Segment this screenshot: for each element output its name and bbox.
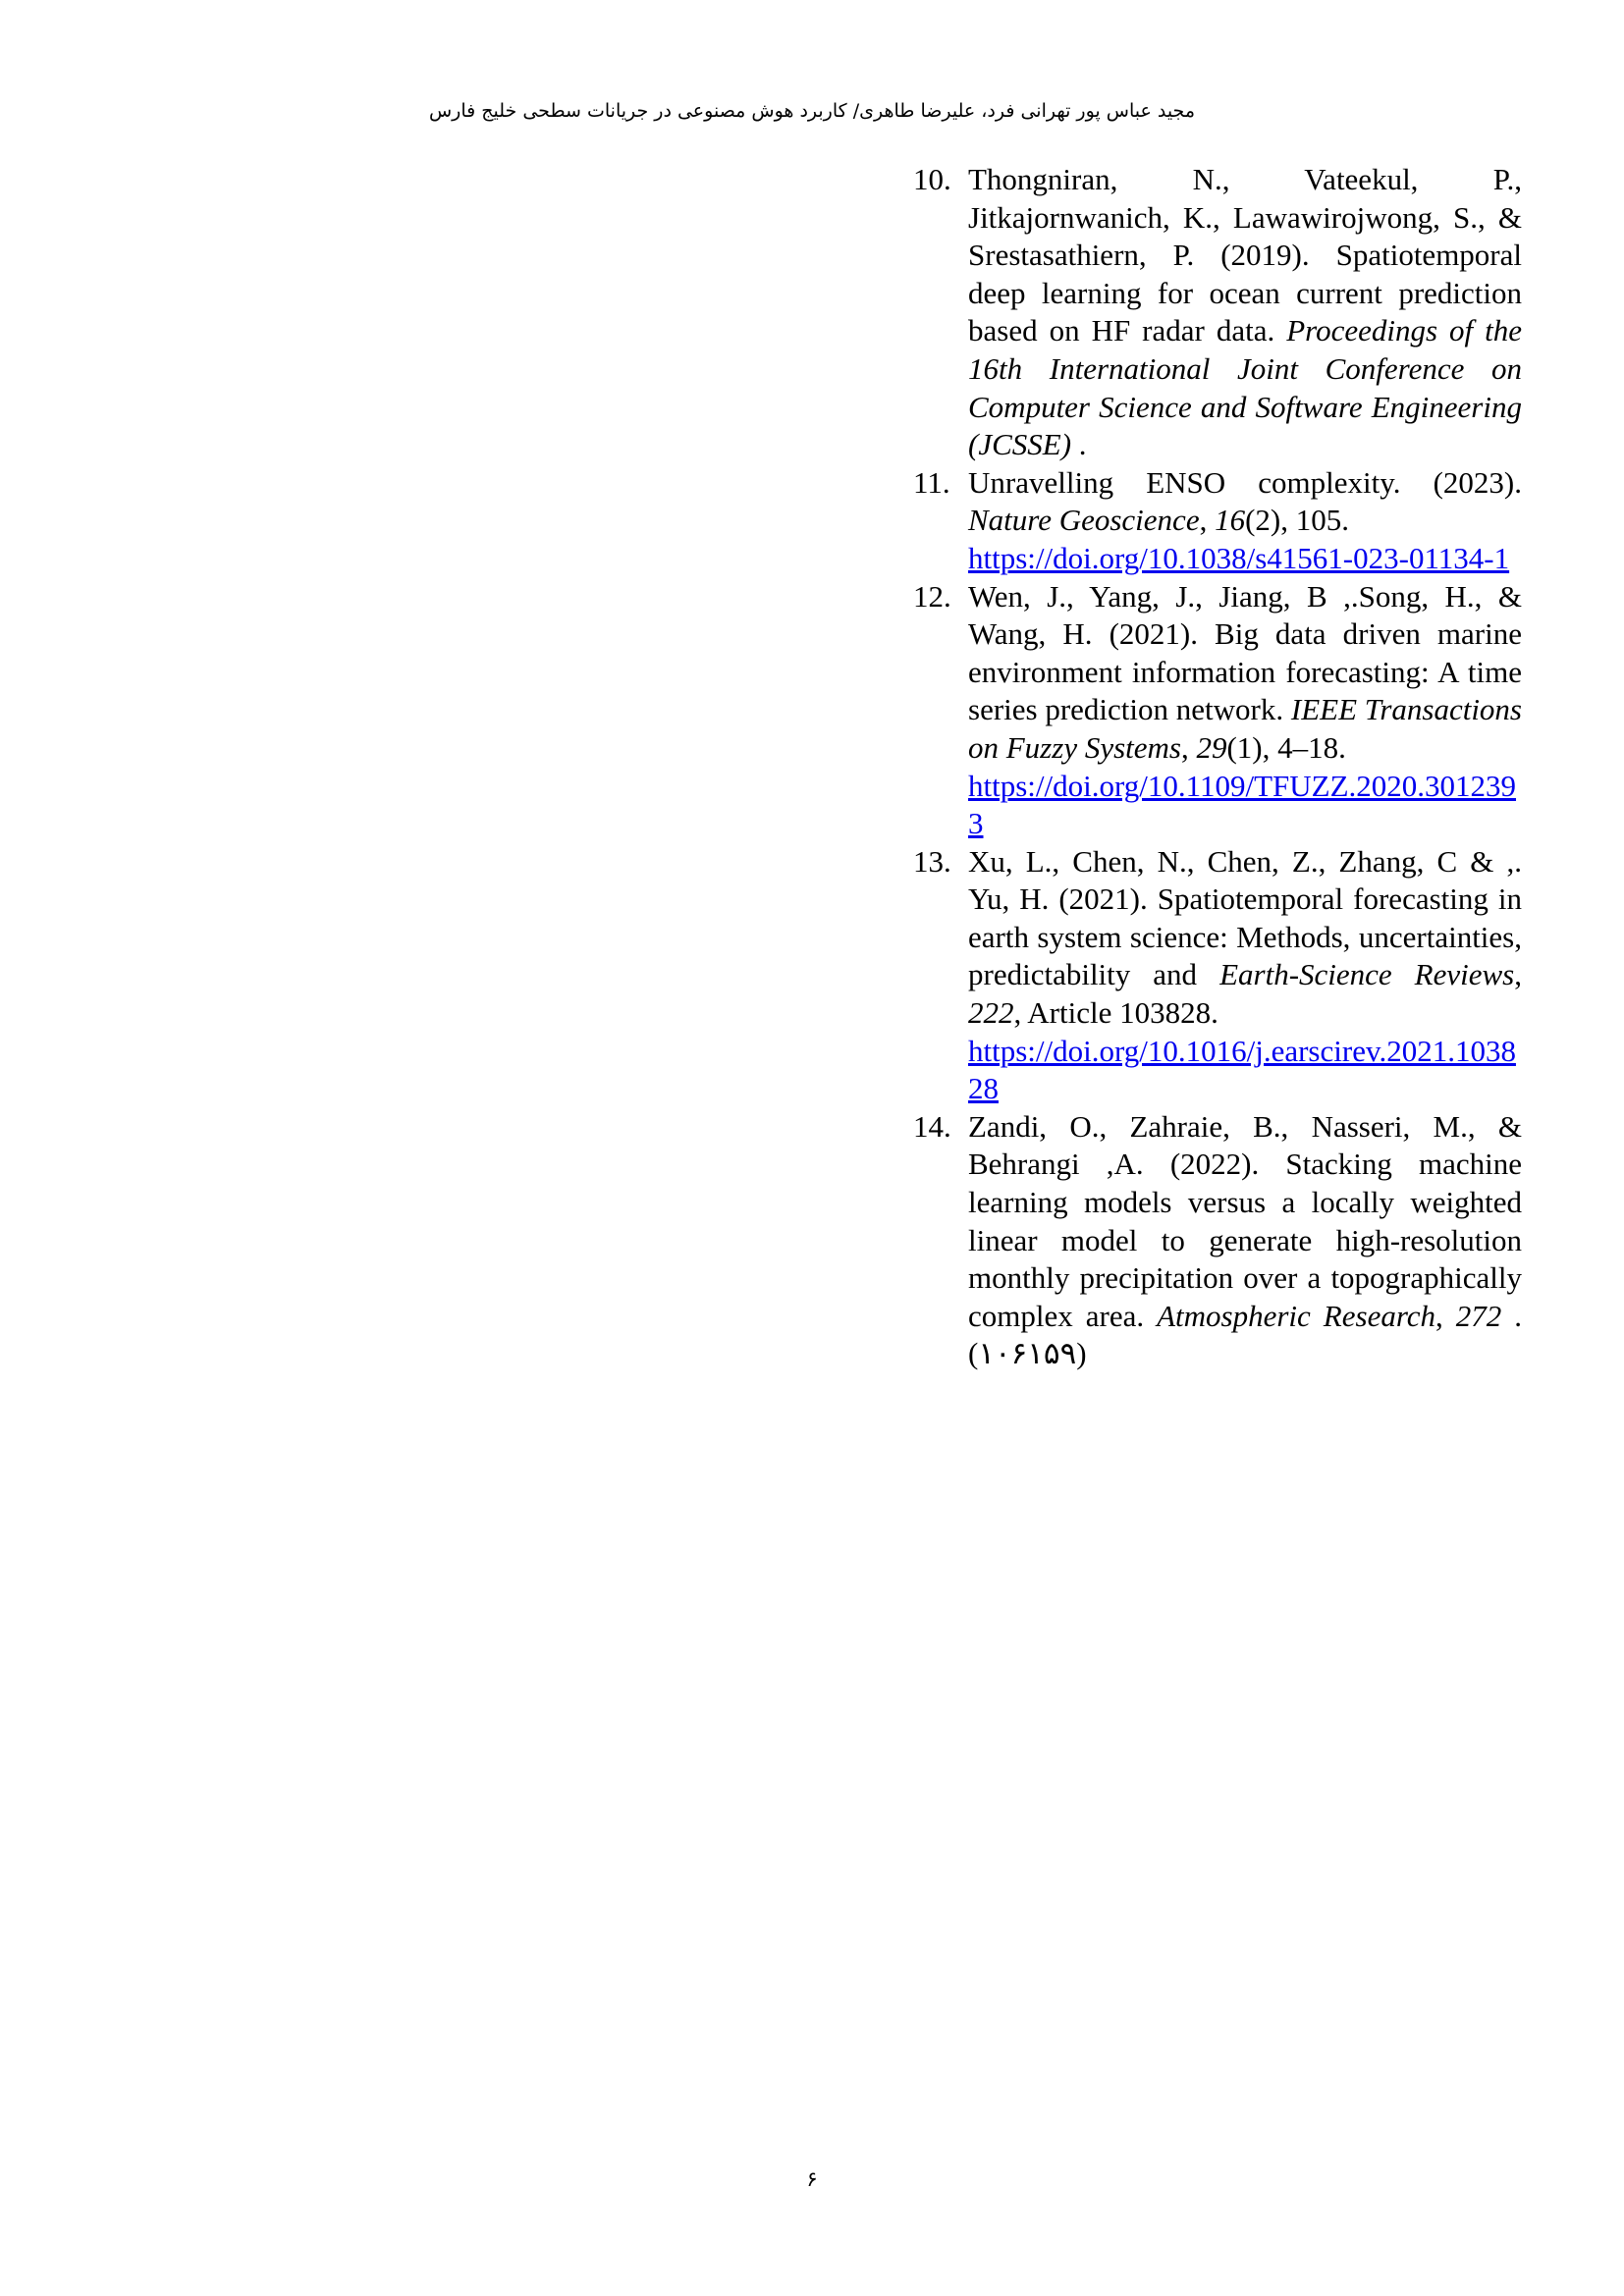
reference-item xyxy=(913,578,1522,843)
reference-source: Atmospheric Research xyxy=(1157,1298,1435,1333)
reference-source: Proceedings of the 16th International Joint Conference on Computer Science and Software Engineering (JCSSE) xyxy=(968,313,1522,462)
reference-details: , xyxy=(1514,957,1522,992)
reference-volume: 16 xyxy=(1215,503,1246,538)
reference-number: 10. xyxy=(913,162,951,196)
reference-details: , xyxy=(1435,1298,1456,1333)
page-number: ۶ xyxy=(806,2167,818,2191)
reference-number: 12. xyxy=(913,578,951,614)
reference-authors: Zandi, O., Zahraie, B., Nasseri, M., & Behrangi ,A. (2022). Stacking machine learning models versus a locally weighted linear model to generate high-resolution monthly precipitation over a topographically complex area. xyxy=(968,1108,1522,1333)
reference-source: Nature Geoscience xyxy=(968,503,1200,538)
reference-authors: Xu, L., Chen, N., Chen, Z., Zhang, C & ,. Yu, H. (2021). Spatiotemporal forecasting in earth system science: Methods, uncertainties, predictability and xyxy=(968,843,1522,992)
reference-doi-link[interactable]: https://doi.org/10.1016/j.earscirev.2021.103828 xyxy=(968,1033,1516,1106)
reference-volume: 29 xyxy=(1196,729,1227,765)
reference-authors: Thongniran, N., Vateekul, P., Jitkajornwanich, K., Lawawirojwong, S., & Srestasathiern, P. (2019). Spatiotemporal deep learning for ocean current prediction based on HF radar data. xyxy=(968,162,1522,348)
reference-details: (1), 4–18. xyxy=(1226,729,1346,765)
reference-number: 13. xyxy=(913,843,951,879)
reference-number: 14. xyxy=(913,1108,951,1144)
reference-doi-link[interactable]: https://doi.org/10.1038/s41561-023-01134-1 xyxy=(968,540,1510,575)
reference-details: .(۱۰۶۱۵۹) xyxy=(968,1298,1522,1371)
reference-authors: Wen, J., Yang, J., Jiang, B ,.Song, H., & Wang, H. (2021). Big data driven marine environment information forecasting: A time series prediction network. xyxy=(968,578,1522,727)
reference-list xyxy=(913,161,1522,1373)
reference-item xyxy=(913,843,1522,1108)
reference-details: , xyxy=(1180,729,1197,765)
reference-details: , Article 103828. xyxy=(1013,995,1218,1031)
reference-item xyxy=(913,1108,1522,1373)
reference-details: . xyxy=(1071,427,1087,462)
reference-details: (2), 105. xyxy=(1245,503,1349,538)
reference-item xyxy=(913,464,1522,578)
running-header: مجید عباس پور تهرانی فرد، علیرضا طاهری/ کاربرد هوش مصنوعی در جریانات سطحی خلیج فارس xyxy=(428,100,1195,122)
reference-volume: 272 xyxy=(1455,1298,1502,1333)
reference-number: 11. xyxy=(913,464,950,500)
reference-source: IEEE Transactions on Fuzzy Systems xyxy=(968,692,1522,765)
reference-details: , xyxy=(1199,503,1216,538)
reference-item xyxy=(913,161,1522,464)
reference-volume: 222 xyxy=(968,995,1014,1031)
reference-source: Earth-Science Reviews xyxy=(1219,957,1515,992)
reference-doi-link[interactable]: https://doi.org/10.1109/TFUZZ.2020.3012393 xyxy=(968,768,1517,841)
reference-authors: Unravelling ENSO complexity. (2023). xyxy=(968,464,1522,500)
